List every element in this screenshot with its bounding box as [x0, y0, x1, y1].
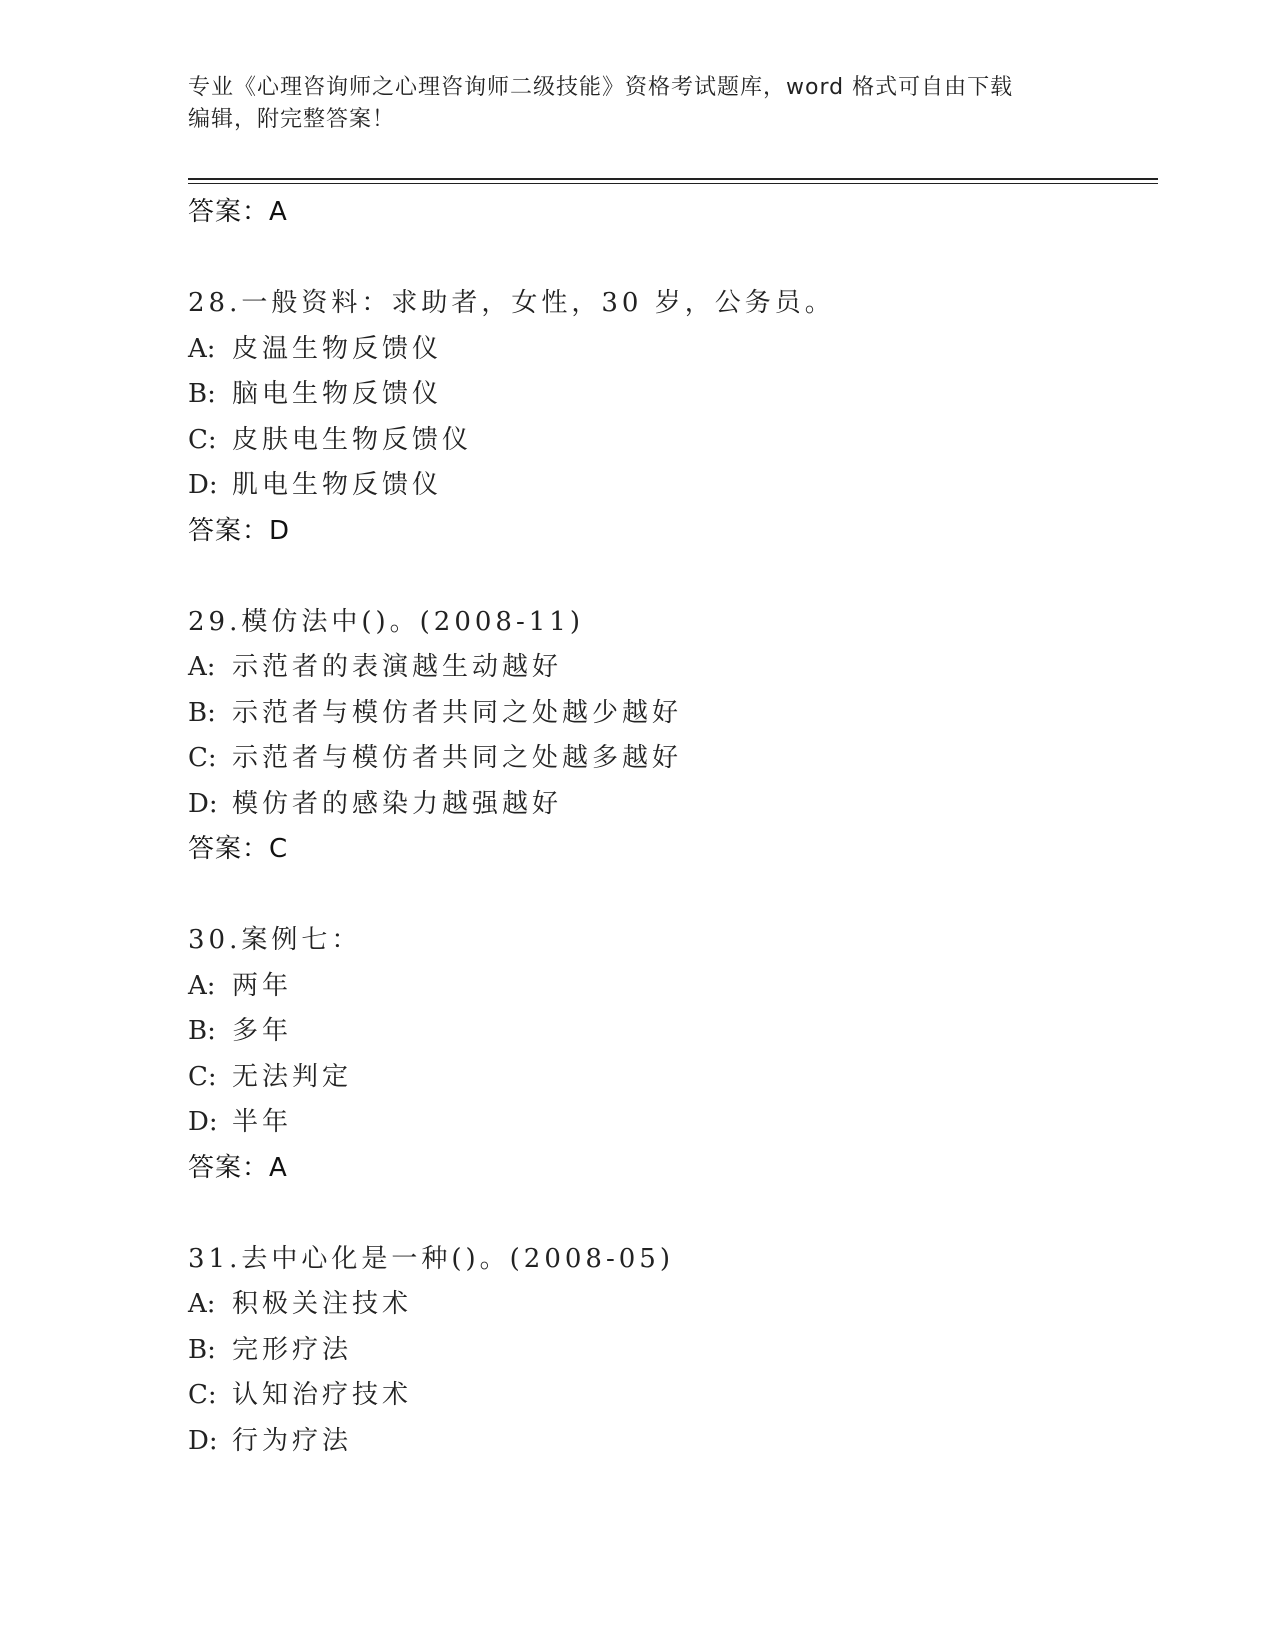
option-item	[188, 1328, 1148, 1374]
option-item	[188, 1055, 1148, 1101]
header-line-2: 编辑，附完整答案！	[188, 107, 396, 132]
option-item	[188, 691, 1148, 737]
option-item	[188, 782, 1148, 828]
option-text: 两年	[232, 970, 293, 1001]
question-stem: 29.模仿法中()。(2008-11)	[188, 606, 584, 637]
option-letter: D:	[188, 1107, 218, 1137]
option-letter: A:	[188, 652, 216, 682]
answer-label: 答案：	[188, 834, 270, 864]
option-letter: B:	[188, 697, 216, 728]
option-text: 皮肤电生物反馈仪	[232, 424, 473, 455]
option-item	[188, 1282, 1148, 1328]
option-text: 示范者与模仿者共同之处越少越好	[232, 697, 683, 728]
option-item	[188, 1419, 1148, 1465]
question-block	[188, 1237, 1148, 1465]
answer-line	[188, 509, 1148, 554]
option-text: 示范者的表演越生动越好	[232, 652, 563, 682]
option-text: 行为疗法	[232, 1425, 353, 1456]
option-item	[188, 1373, 1148, 1419]
question-block	[188, 918, 1148, 1191]
answer-value: D	[269, 515, 291, 546]
header-divider-thin	[188, 183, 1158, 184]
header-line-1: 专业《心理咨询师之心理咨询师二级技能》资格考试题库，word 格式可自由下载	[188, 75, 1014, 100]
option-text: 完形疗法	[232, 1334, 353, 1365]
option-item	[188, 736, 1148, 782]
option-text: 积极关注技术	[232, 1289, 413, 1319]
option-item	[188, 463, 1148, 509]
question-spacer	[188, 554, 1148, 600]
option-text: 示范者与模仿者共同之处越多越好	[232, 743, 683, 773]
header-divider-thick	[188, 178, 1158, 180]
question-stem: 28.一般资料：求助者，女性，30 岁，公务员。	[188, 288, 835, 318]
option-text: 肌电生物反馈仪	[232, 470, 443, 500]
option-letter: C:	[188, 1380, 217, 1410]
option-letter: C:	[188, 1061, 217, 1092]
answer-label: 答案：	[188, 1152, 270, 1183]
option-letter: D:	[188, 470, 218, 500]
question-stem: 30.案例七：	[188, 925, 362, 955]
option-item	[188, 645, 1148, 691]
option-text: 无法判定	[232, 1061, 353, 1092]
option-item	[188, 327, 1148, 373]
option-text: 多年	[232, 1016, 293, 1046]
option-letter: B:	[188, 1016, 216, 1046]
option-letter: A:	[188, 970, 216, 1001]
answer-value: A	[269, 1152, 288, 1183]
option-item	[188, 964, 1148, 1010]
question-spacer	[188, 1191, 1148, 1237]
answer-value: C	[269, 834, 289, 864]
answer-value: A	[269, 197, 288, 227]
option-letter: D:	[188, 1425, 218, 1456]
option-text: 模仿者的感染力越强越好	[232, 788, 563, 819]
option-text: 皮温生物反馈仪	[232, 333, 443, 364]
answer-line	[188, 1146, 1148, 1191]
option-letter: B:	[188, 1334, 216, 1365]
option-text: 半年	[232, 1107, 293, 1137]
option-text: 脑电生物反馈仪	[232, 379, 443, 409]
option-letter: A:	[188, 1289, 216, 1319]
question-spacer	[188, 872, 1148, 918]
question-stem: 31.去中心化是一种()。(2008-05)	[188, 1243, 674, 1274]
answer-line	[188, 827, 1148, 872]
option-text: 认知治疗技术	[232, 1380, 413, 1410]
option-item	[188, 1009, 1148, 1055]
option-letter: C:	[188, 424, 217, 455]
option-letter: C:	[188, 743, 217, 773]
option-letter: D:	[188, 788, 218, 819]
option-item	[188, 372, 1148, 418]
question-block	[188, 600, 1148, 873]
answer-label: 答案：	[188, 197, 270, 227]
question-block	[188, 281, 1148, 554]
answer-label: 答案：	[188, 515, 270, 546]
option-letter: A:	[188, 333, 216, 364]
option-letter: B:	[188, 379, 216, 409]
option-item	[188, 418, 1148, 464]
option-item	[188, 1100, 1148, 1146]
answer-line	[188, 190, 1148, 235]
document-header	[188, 72, 1068, 136]
question-list	[188, 190, 1148, 1464]
question-spacer	[188, 235, 1148, 281]
